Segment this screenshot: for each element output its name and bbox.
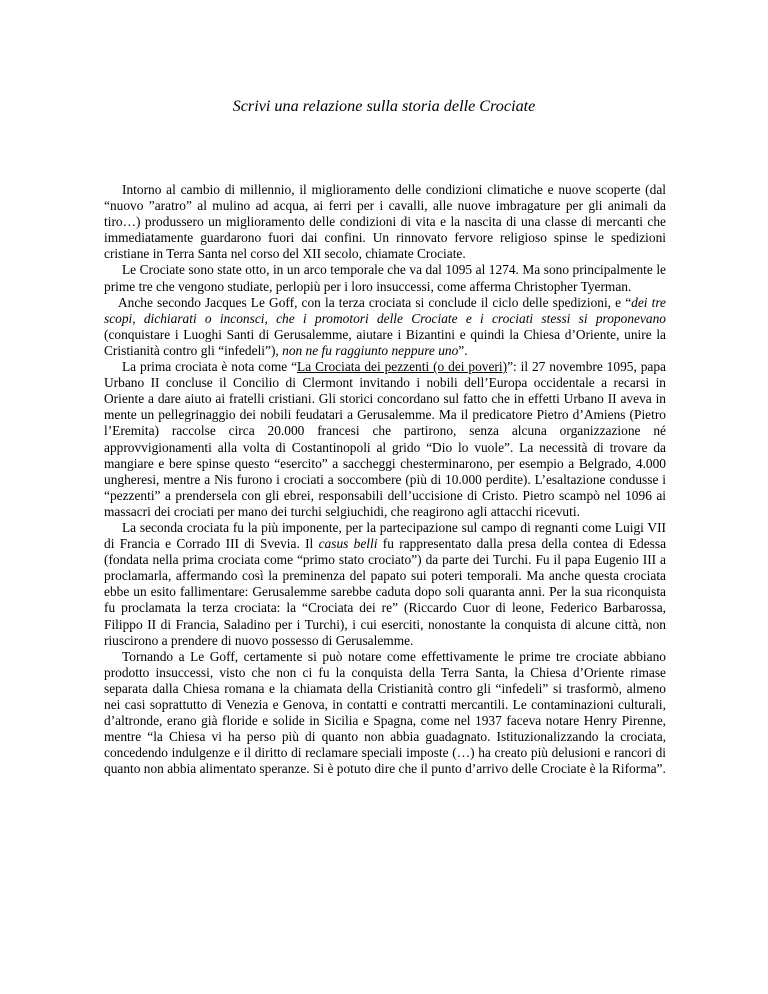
paragraph-6: Tornando a Le Goff, certamente si può notare come effettivamente le prime tre crociate abbiano prodotto insuccessi, visto che non ci fu la conquista della Terra Santa, la Chiesa d’Oriente rimase separata dalla Chiesa romana e la chiamata della Cristianità contro gli “infedeli” si trasformò, almeno nei casi soprattutto di Venezia e Genova, in contatti e contratti mercantili. Le contaminazioni culturali, d’altronde, erano già floride e solide in Sicilia e Spagna, come nel 1937 faceva notare Henry Pirenne, mentre “la Chiesa vi ha perso più di quanto non abbia guadagnato. Istituzionalizzando la crociata, concedendo indulgenze e il diritto di reclamare speciali imposte (…) ha creato più delusioni e rancori di quanto non abbia alimentato speranze. Si è potuto dire che il punto d’arrivo delle Crociate è la Riforma”.: [104, 648, 666, 777]
paragraph-3-text-start: Anche secondo Jacques Le Goff, con la terza crociata si conclude il ciclo delle spedizioni, e “: [118, 294, 632, 310]
paragraph-5-casus-belli-italic: casus belli: [318, 536, 378, 552]
paragraph-5-text-start: La seconda crociata fu la più imponente, per la partecipazione sul campo di regnanti come Luigi VII di Francia e Corrado III di Svevia. Il: [104, 519, 666, 552]
paragraph-4-text-start: La prima crociata è nota come “: [122, 359, 298, 375]
document-title: Scrivi una relazione sulla storia delle Crociate: [232, 97, 536, 115]
paragraph-4: [104, 359, 666, 520]
paragraph-3-quote-italic-end: non ne fu raggiunto neppure uno: [282, 342, 459, 358]
paragraph-3-text-end: ”.: [458, 342, 468, 358]
paragraph-4-underlined-link[interactable]: La Crociata dei pezzenti (o dei poveri): [297, 359, 508, 375]
paragraph-4-text-end: ”: il 27 novembre 1095, papa Urbano II concluse il Concilio di Clermont invitando i nobili dell’Europa occidentale a recarsi in Oriente a dare aiuto ai fratelli cristiani. Gli storici concordano sul fatto che in effetti Urbano II aveva in mente un pellegrinaggio dei nobili feudatari a Gerusalemme. Ma il predicatore Pietro d’Amiens (Pietro l’Eremita) raccolse circa 20.000 francesi che partirono, senza alcuna organizzazione né approvvigionamenti alla volta di Costantinopoli al grido “Dio lo vuole”. La necessità di trovare da mangiare e bere spinse questo “esercito” a saccheggi chesterminarono, per esempio a Belgrado, 4.000 ungheresi, mentre a Nis furono i crociati a soccombere (più di 10.000 perdite). L’esaltazione condusse i “pezzenti” a prendersela con gli ebrei, responsabili dell’uccisione di Cristo. Pietro scampò nel 1096 ai massacri dei crociati per mano dei turchi selgiuchidi, che reagirono agli attacchi ricevuti.: [104, 359, 666, 519]
document-body: [104, 182, 666, 777]
paragraph-5-text-end: fu rappresentato dalla presa della contea di Edessa (fondata nella prima crociata come “primo stato crociato”) da parte dei Turchi. Fu il papa Eugenio III a proclamarla, affermando così la preminenza del papato sui poteri temporali. Ma anche questa crociata ebbe un esito fallimentare: Gerusalemme sarebbe caduta dopo soli quaranta anni. Per la sua riconquista fu proclamata la terza crociata: la “Crociata dei re” (Riccardo Cuor di leone, Federico Barbarossa, Filippo II di Francia, Saladino per i Turchi), i cui eserciti, nonostante la conquista di alcune città, non riuscirono a prendere di nuovo possesso di Gerusalemme.: [104, 536, 667, 648]
paragraph-2: Le Crociate sono state otto, in un arco temporale che va dal 1095 al 1274. Ma sono principalmente le prime tre che vengono studiate, perlopiù per i loro insuccessi, come afferma Christopher Tyerman.: [104, 262, 666, 294]
paragraph-1: Intorno al cambio di millennio, il miglioramento delle condizioni climatiche e nuove scoperte (dal “nuovo ”aratro” al mulino ad acqua, ai ferri per i cavalli, alle nuove imbragature per gli animali da tiro…) produssero un miglioramento delle condizioni di vita e la nascita di una classe di mercanti che immediatamente guardarono fuori dai confini. Un rinnovato fervore religioso spinse le spedizioni cristiane in Terra Santa nel corso del XII secolo, chiamate Crociate.: [104, 182, 666, 262]
paragraph-3: [104, 295, 666, 359]
paragraph-5: [104, 520, 666, 649]
paragraph-3-text-middle: (conquistare i Luoghi Santi di Gerusalemme, aiutare i Bizantini e quindi la Chiesa d’Oriente, unire la Cristianità contro gli “infedeli”),: [104, 326, 666, 358]
paragraph-3-quote-italic: dei tre scopi, dichiarati o inconsci, che i promotori delle Crociate e i crociati stessi si proponevano: [104, 294, 666, 326]
